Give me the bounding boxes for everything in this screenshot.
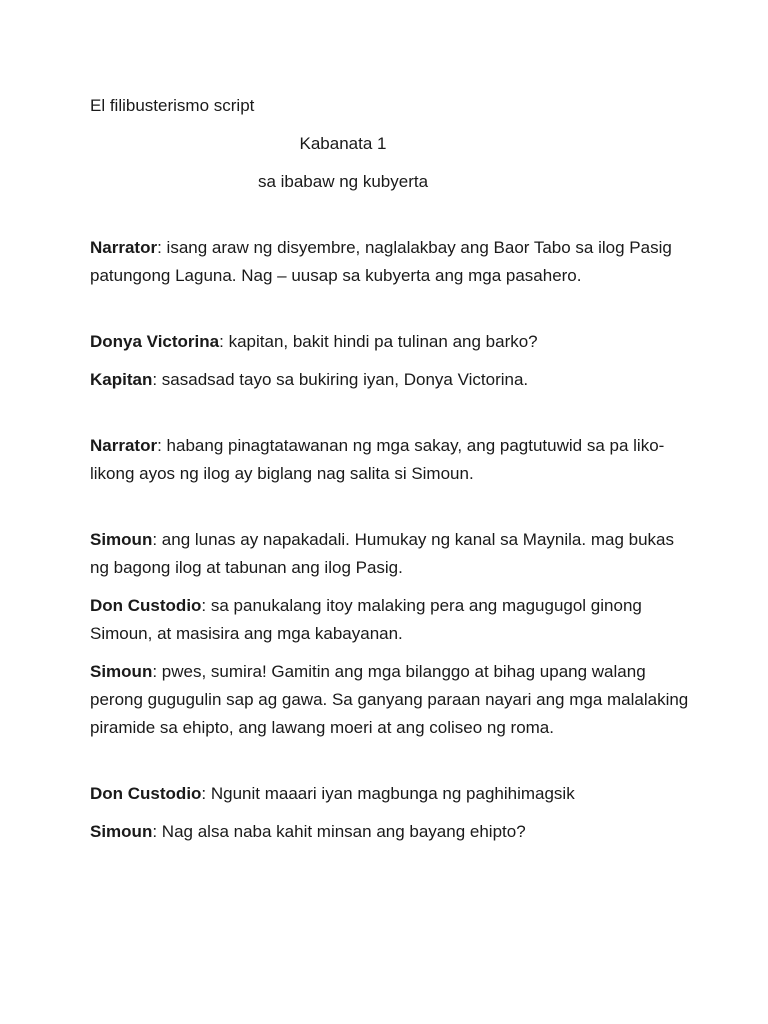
speaker-separator: : bbox=[157, 436, 167, 455]
speaker-separator: : bbox=[152, 662, 162, 681]
speaker-separator: : bbox=[152, 370, 162, 389]
chapter-heading: Kabanata 1 bbox=[299, 134, 387, 153]
dialogue-line bbox=[90, 432, 690, 488]
speaker-separator: : bbox=[219, 332, 229, 351]
speaker-name: Kapitan bbox=[90, 370, 153, 389]
speaker-name: Narrator bbox=[90, 436, 158, 455]
dialogue-text: Nag alsa naba kahit minsan ang bayang ehipto? bbox=[161, 822, 526, 841]
dialogue-text: ang lunas ay napakadali. Humukay ng kanal sa Maynila. mag bukas ng bagong ilog at tabunan ang ilog Pasig. bbox=[90, 530, 674, 577]
dialogue-text: pwes, sumira! Gamitin ang mga bilanggo at bihag upang walang perong gugugulin sap ag gawa. Sa ganyang paraan nayari ang mga malalaking piramide sa ehipto, ang lawang moeri at ang coliseo ng roma. bbox=[90, 662, 689, 737]
speaker-name: Simoun bbox=[90, 530, 153, 549]
dialogue-text: sasadsad tayo sa bukiring iyan, Donya Victorina. bbox=[161, 370, 529, 389]
speaker-separator: : bbox=[201, 596, 211, 615]
dialogue-line bbox=[90, 818, 690, 846]
document-title: El filibusterismo script bbox=[90, 96, 255, 115]
dialogue-text: kapitan, bakit hindi pa tulinan ang barko? bbox=[228, 332, 538, 351]
dialogue-text: sa panukalang itoy malaking pera ang magugugol ginong Simoun, at masisira ang mga kabayanan. bbox=[90, 596, 642, 643]
dialogue-text: habang pinagtatawanan ng mga sakay, ang pagtutuwid sa pa liko-likong ayos ng ilog ay biglang nag salita si Simoun. bbox=[90, 436, 665, 483]
dialogue-line bbox=[90, 592, 690, 648]
speaker-separator: : bbox=[152, 530, 162, 549]
speaker-separator: : bbox=[152, 822, 162, 841]
dialogue-line bbox=[90, 366, 690, 394]
speaker-name: Donya Victorina bbox=[90, 332, 220, 351]
speaker-name: Don Custodio bbox=[90, 784, 202, 803]
dialogue-text: Ngunit maaari iyan magbunga ng paghihimagsik bbox=[210, 784, 575, 803]
dialogue-text: isang araw ng disyembre, naglalakbay ang Baor Tabo sa ilog Pasig patungong Laguna. Nag – uusap sa kubyerta ang mga pasahero. bbox=[90, 238, 672, 285]
dialogue-line bbox=[90, 328, 690, 356]
dialogue-line bbox=[90, 526, 690, 582]
speaker-name: Narrator bbox=[90, 238, 158, 257]
speaker-name: Don Custodio bbox=[90, 596, 202, 615]
dialogue-line bbox=[90, 234, 690, 290]
speaker-separator: : bbox=[157, 238, 167, 257]
dialogue-line bbox=[90, 658, 690, 742]
speaker-name: Simoun bbox=[90, 662, 153, 681]
speaker-name: Simoun bbox=[90, 822, 153, 841]
dialogue-line bbox=[90, 780, 690, 808]
chapter-subtitle: sa ibabaw ng kubyerta bbox=[257, 172, 429, 191]
speaker-separator: : bbox=[201, 784, 211, 803]
document-body bbox=[90, 92, 690, 846]
